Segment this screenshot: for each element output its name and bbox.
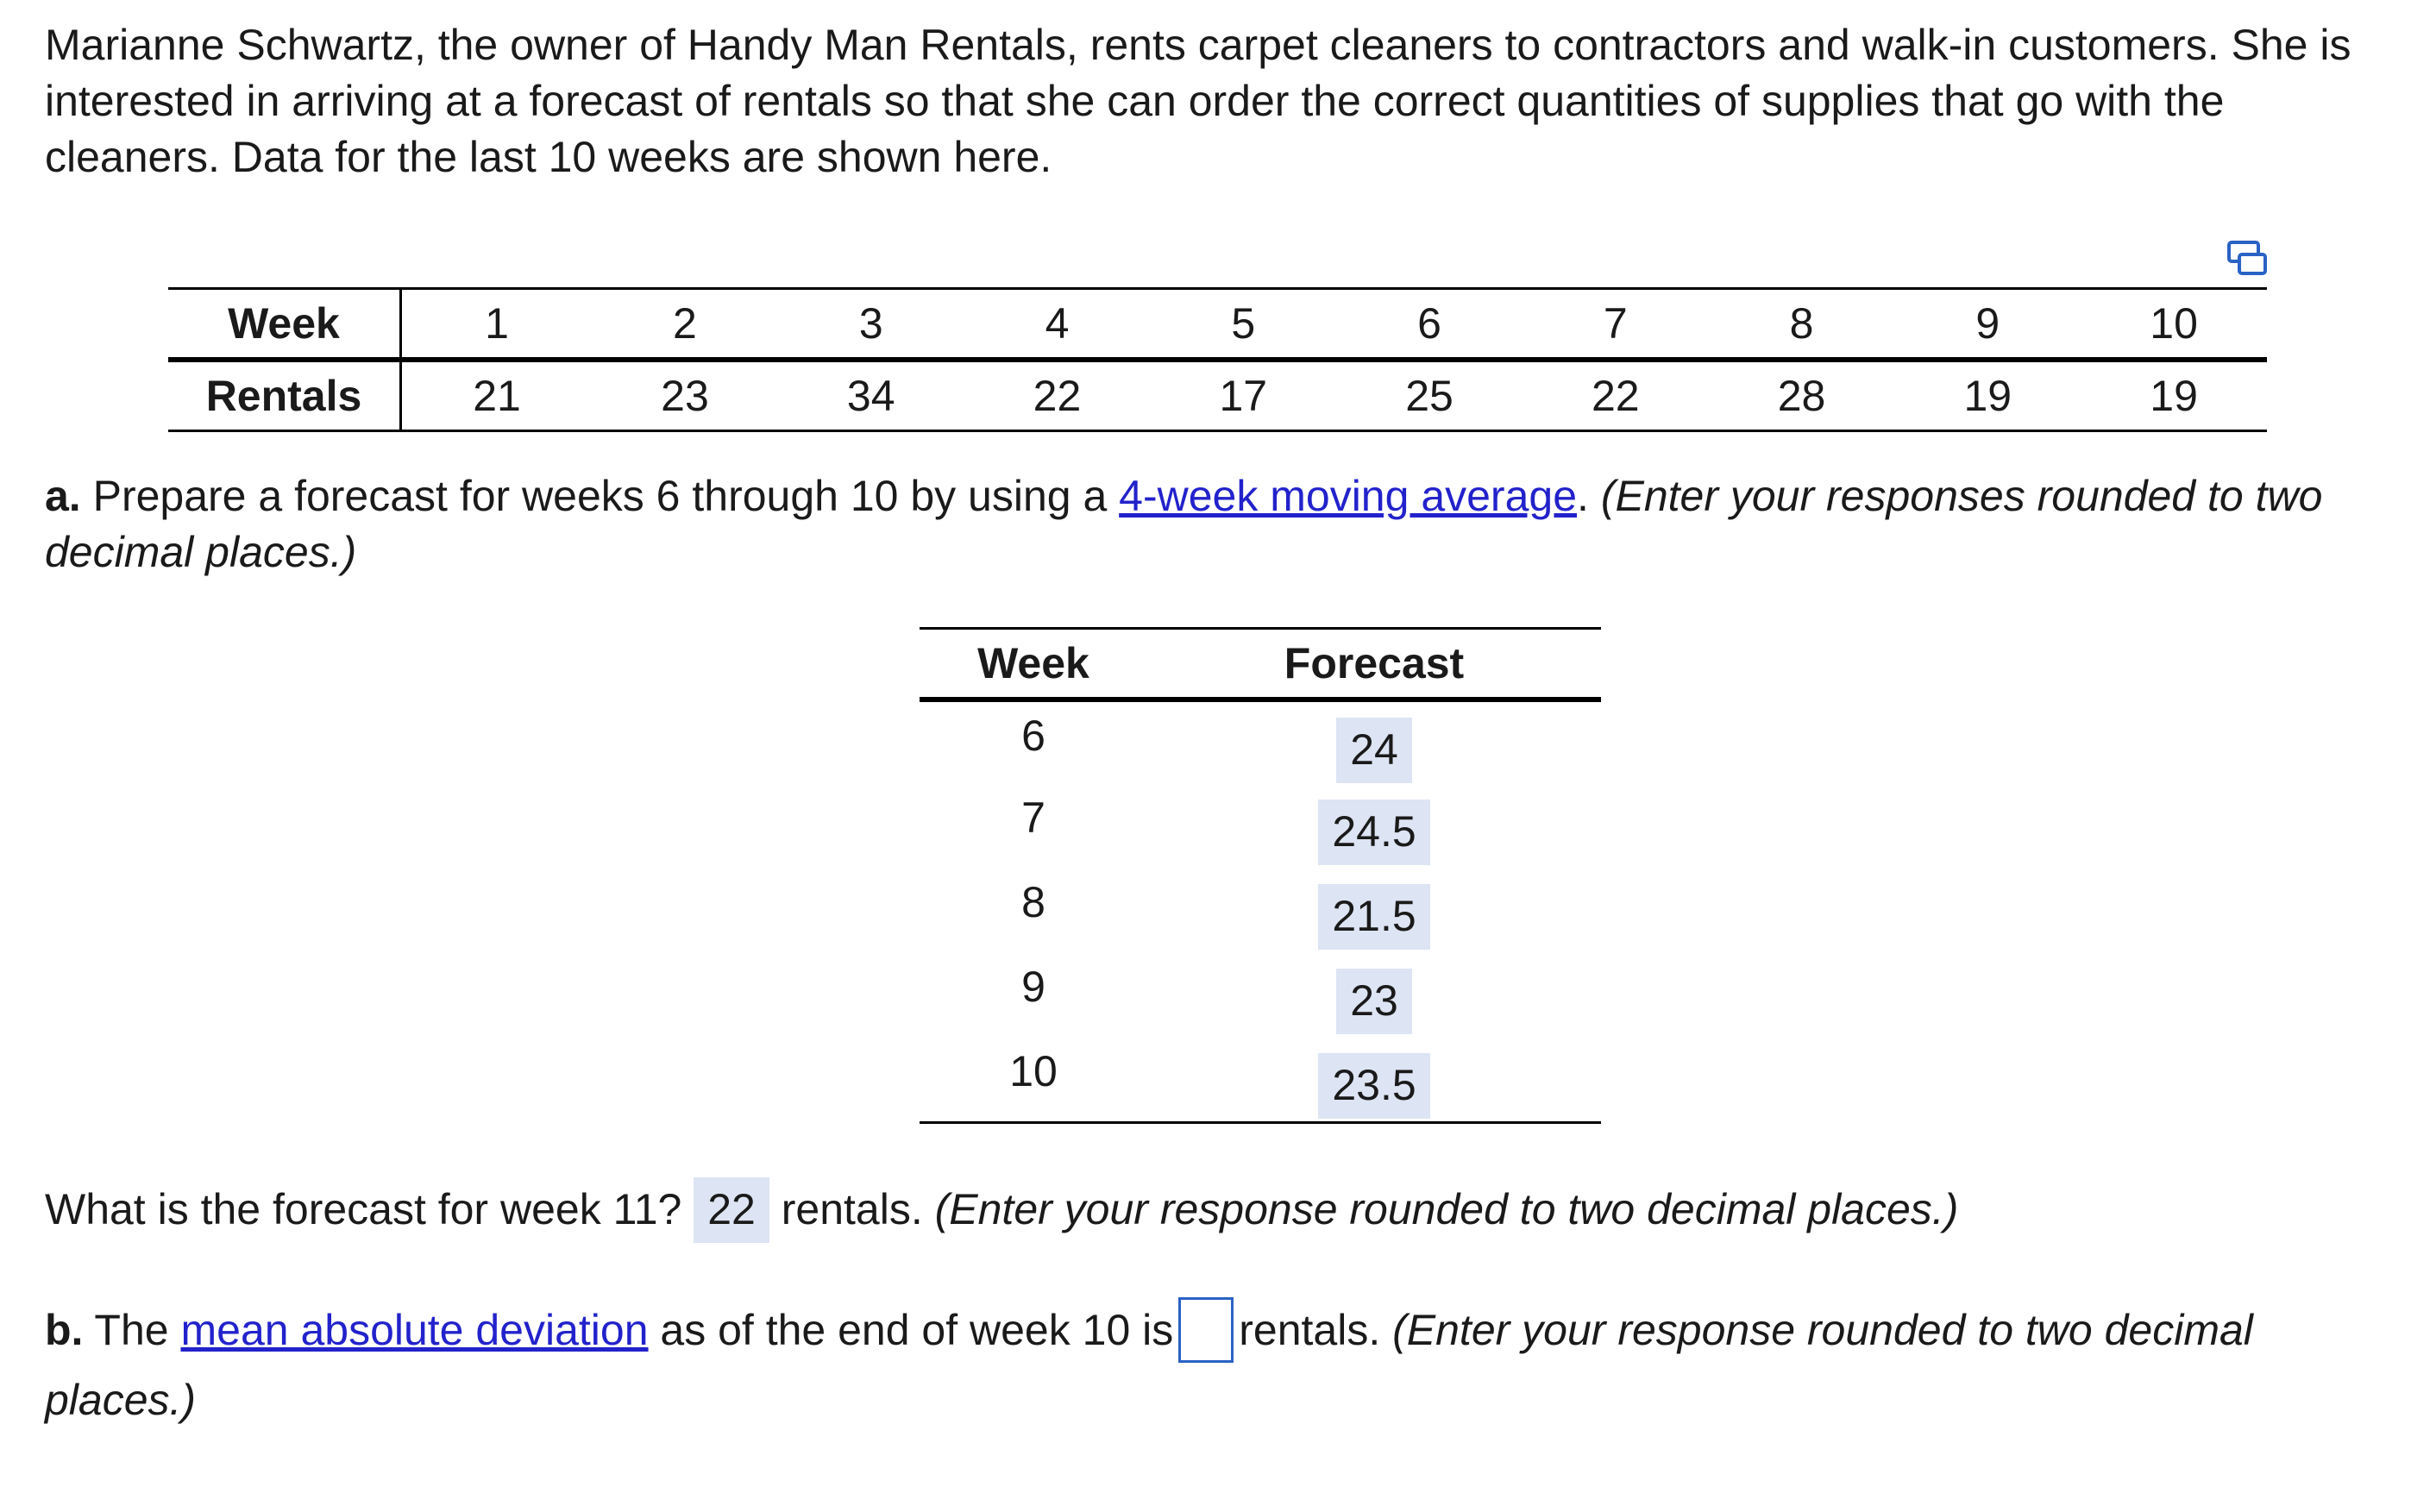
- part-a-label: a.: [45, 472, 81, 520]
- forecast-answer-field[interactable]: 21.5: [1318, 884, 1429, 950]
- rentals-cell: 22: [1033, 372, 1082, 420]
- week-cell: 2: [673, 299, 697, 348]
- mean-absolute-deviation-link[interactable]: mean absolute deviation: [180, 1306, 649, 1354]
- forecast-header-row: [920, 629, 1601, 700]
- forecast-answer-field[interactable]: 24.5: [1318, 800, 1429, 865]
- forecast-answer-field[interactable]: 23: [1336, 969, 1412, 1034]
- rentals-row-header: Rentals: [168, 360, 401, 431]
- part-b-text-middle: as of the end of week 10 is: [648, 1306, 1174, 1354]
- rentals-cell: 19: [1963, 372, 2012, 420]
- part-b-prompt: [45, 1296, 2391, 1434]
- week-cell: 7: [1603, 299, 1628, 348]
- mad-answer-input[interactable]: [1178, 1297, 1234, 1363]
- rentals-cell: 34: [846, 372, 895, 420]
- forecast-week: 10: [1009, 1047, 1058, 1095]
- week-11-question-text: What is the forecast for week 11?: [45, 1185, 682, 1233]
- part-a-instruction: (Enter your responses rounded to two decimal places.): [45, 472, 2323, 576]
- week-cell: 8: [1789, 299, 1814, 348]
- rentals-data-table: [168, 287, 2267, 432]
- part-b-unit: rentals.: [1239, 1306, 1381, 1354]
- rentals-cell: 23: [661, 372, 709, 420]
- week-11-answer-field[interactable]: 22: [694, 1177, 769, 1243]
- forecast-value-header: Forecast: [1284, 639, 1465, 687]
- problem-statement: Marianne Schwartz, the owner of Handy Man Rentals, rents carpet cleaners to contractors and walk-in customers. She is interested in arriving at a forecast of rentals so that she can order the correct quantities of supplies that go with the cleaners. Data for the last 10 weeks are shown here.: [45, 21, 2351, 181]
- table-row: [920, 1038, 1601, 1122]
- part-b-instruction: (Enter your response rounded to two decimal places.): [45, 1306, 2253, 1424]
- week-cell: 3: [858, 299, 883, 348]
- forecast-week: 9: [1021, 963, 1045, 1011]
- rentals-cell: 17: [1219, 372, 1268, 420]
- part-b-text: The: [83, 1306, 181, 1354]
- table-row: [920, 700, 1601, 784]
- week-11-question: [45, 1175, 2391, 1244]
- week-11-instruction: (Enter your response rounded to two decimal places.): [934, 1185, 1959, 1233]
- forecast-week: 7: [1021, 794, 1045, 842]
- rentals-cell: 22: [1591, 372, 1640, 420]
- table-row: [920, 869, 1601, 953]
- week-cell: 6: [1417, 299, 1441, 348]
- part-a-prompt: [45, 468, 2391, 580]
- week-11-unit: rentals.: [781, 1185, 923, 1233]
- week-cell: 10: [2150, 299, 2198, 348]
- forecast-table: [920, 627, 1601, 1124]
- table-row: [920, 784, 1601, 869]
- rentals-cell: 28: [1777, 372, 1826, 420]
- rentals-cell: 25: [1405, 372, 1454, 420]
- copy-icon[interactable]: [2226, 240, 2269, 278]
- rentals-row: [168, 360, 2267, 431]
- forecast-week: 6: [1021, 712, 1045, 760]
- table-row: [920, 953, 1601, 1038]
- moving-average-link[interactable]: 4-week moving average: [1119, 472, 1578, 520]
- forecast-week: 8: [1021, 878, 1045, 926]
- forecast-week-header: Week: [977, 639, 1089, 687]
- rentals-cell: 21: [473, 372, 521, 420]
- forecast-answer-field[interactable]: 24: [1336, 718, 1412, 783]
- part-b-label: b.: [45, 1306, 84, 1354]
- week-cell: 4: [1045, 299, 1070, 348]
- part-a-period: .: [1577, 472, 1589, 520]
- week-cell: 5: [1231, 299, 1256, 348]
- rentals-cell: 19: [2150, 372, 2198, 420]
- week-cell: 9: [1975, 299, 2000, 348]
- forecast-answer-field[interactable]: 23.5: [1318, 1053, 1429, 1119]
- week-cell: 1: [485, 299, 509, 348]
- week-row-header: Week: [168, 289, 401, 361]
- part-a-text: Prepare a forecast for weeks 6 through 10 by using a: [80, 472, 1120, 520]
- week-row: [168, 289, 2267, 361]
